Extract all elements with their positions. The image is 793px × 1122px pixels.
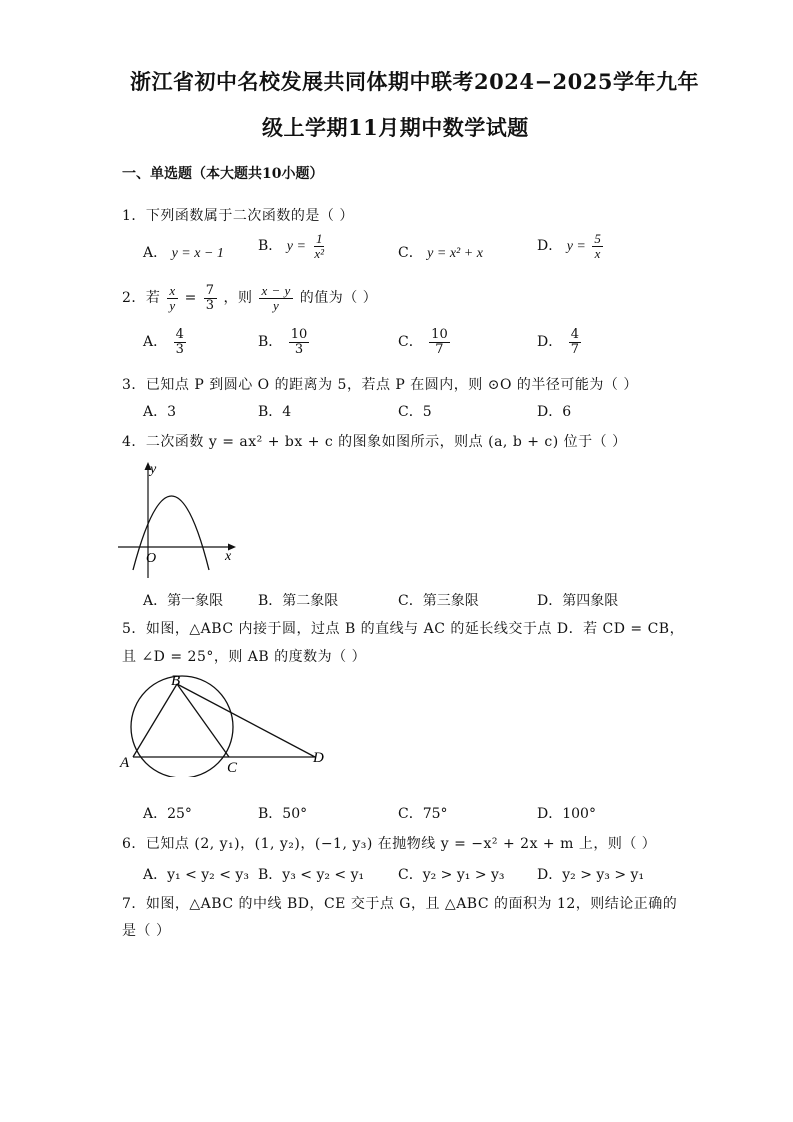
- numerator: 7: [205, 283, 215, 298]
- fraction-x-minus-y-over-y: [259, 284, 292, 312]
- q4-option-b: B．第二象限: [258, 593, 339, 609]
- denominator: 3: [175, 341, 184, 357]
- question-7-line1: 7．如图，△ABC 的中线 BD，CE 交于点 G，且 △ABC 的面积为 12，则结论正确的: [122, 896, 678, 912]
- q2-option-a: [143, 328, 188, 356]
- circle-triangle-figure: [115, 672, 335, 777]
- fraction: [592, 232, 603, 260]
- denominator: y: [169, 297, 176, 313]
- option-letter: D．: [537, 238, 563, 255]
- q5-option-a: A．25°: [143, 806, 192, 822]
- question-7-line2: 是（ ）: [122, 923, 171, 939]
- point-c-label: C: [227, 760, 238, 776]
- numerator: 4: [175, 327, 184, 342]
- q2-mid: ，则: [223, 290, 253, 307]
- q3-option-c: C．5: [398, 404, 432, 420]
- q3-option-b: B．4: [258, 404, 292, 420]
- denominator: 7: [435, 341, 444, 357]
- question-5-line2: 且 ∠D = 25°，则 AB 的度数为（ ）: [122, 649, 367, 665]
- point-b-label: B: [171, 673, 181, 689]
- denominator: x: [594, 245, 601, 261]
- question-6-stem: 6．已知点 (2, y₁)，(1, y₂)，(−1, y₃) 在抛物线 y = −x² + 2x + m 上，则（ ）: [122, 836, 657, 852]
- q4-option-a: A．第一象限: [143, 593, 224, 609]
- option-letter: D．: [537, 334, 563, 351]
- question-5-line1: 5．如图，△ABC 内接于圆，过点 B 的直线与 AC 的延长线交于点 D．若 CD = CB，: [122, 621, 685, 637]
- numerator: x: [169, 283, 176, 298]
- fraction: [289, 328, 310, 356]
- q2-option-b: [258, 328, 311, 356]
- option-letter: C．: [398, 245, 423, 261]
- question-2-stem: [122, 284, 377, 312]
- question-3-stem: 3．已知点 P 到圆心 O 的距离为 5，若点 P 在圆内，则 ⊙O 的半径可能为（ ）: [122, 377, 638, 393]
- denominator: 3: [294, 341, 304, 357]
- denominator: y: [273, 297, 280, 313]
- option-expr: y = x − 1: [171, 246, 224, 261]
- q1-option-d: [537, 232, 605, 260]
- option-expr: y = x² + x: [427, 246, 483, 261]
- point-d-label: D: [313, 750, 324, 766]
- page-title-line2: 级上学期11月期中数学试题: [262, 115, 529, 140]
- denominator: 7: [570, 341, 579, 357]
- option-lhs: y =: [566, 239, 586, 255]
- q3-option-a: A．3: [143, 404, 177, 420]
- segment-bd: [177, 684, 315, 757]
- parabola-figure: [112, 458, 242, 583]
- numerator: 4: [570, 327, 579, 342]
- numerator: x − y: [261, 283, 291, 298]
- q6-option-a: A．y₁ < y₂ < y₃: [143, 867, 249, 883]
- option-letter: B．: [258, 238, 283, 255]
- page-title-line1: 浙江省初中名校发展共同体期中联考2024−2025学年九年: [130, 69, 699, 94]
- denominator: 3: [205, 297, 215, 313]
- option-letter: B．: [258, 334, 283, 351]
- q2-option-d: [537, 328, 583, 356]
- q5-option-c: C．75°: [398, 806, 448, 822]
- origin-label: O: [146, 551, 157, 566]
- point-a-label: A: [120, 755, 130, 771]
- q6-option-d: D．y₂ > y₃ > y₁: [537, 867, 645, 883]
- q1-option-c: [398, 242, 483, 262]
- fraction-7-over-3: [204, 284, 217, 312]
- q5-option-b: B．50°: [258, 806, 308, 822]
- segment-ab: [133, 684, 177, 757]
- q2-suffix: 的值为（ ）: [299, 290, 378, 307]
- fraction: [174, 328, 186, 356]
- section-heading: 一、单选题（本大题共10小题）: [122, 166, 324, 182]
- numerator: 10: [290, 327, 308, 342]
- q6-option-c: C．y₂ > y₁ > y₃: [398, 867, 505, 883]
- q2-prefix: 2．若: [122, 290, 161, 307]
- fraction: [569, 328, 581, 356]
- q1-option-b: [258, 232, 328, 260]
- fraction-x-over-y: [167, 284, 177, 312]
- numerator: 5: [594, 231, 601, 246]
- q5-option-d: D．100°: [537, 806, 596, 822]
- q1-option-a: [143, 242, 224, 262]
- numerator: 1: [315, 231, 323, 246]
- numerator: 10: [431, 327, 448, 342]
- denominator: x²: [314, 245, 325, 261]
- option-letter: C．: [398, 334, 423, 351]
- parabola-curve: [133, 496, 209, 570]
- y-axis-label: y: [150, 462, 157, 477]
- x-axis-label: x: [225, 549, 232, 564]
- option-letter: A．: [143, 245, 168, 261]
- fraction: [429, 328, 450, 356]
- question-1-stem: 1．下列函数属于二次函数的是（ ）: [122, 208, 354, 224]
- fraction: [312, 232, 326, 260]
- equals-sign: =: [184, 290, 197, 307]
- q2-option-c: [398, 328, 452, 356]
- q4-option-d: D．第四象限: [537, 593, 619, 609]
- q4-option-c: C．第三象限: [398, 593, 479, 609]
- q6-option-b: B．y₃ < y₂ < y₁: [258, 867, 365, 883]
- option-letter: A．: [143, 334, 168, 351]
- q3-option-d: D．6: [537, 404, 572, 420]
- question-4-stem: 4．二次函数 y = ax² + bx + c 的图象如图所示，则点 (a, b + c) 位于（ ）: [122, 434, 627, 450]
- option-lhs: y =: [286, 239, 306, 255]
